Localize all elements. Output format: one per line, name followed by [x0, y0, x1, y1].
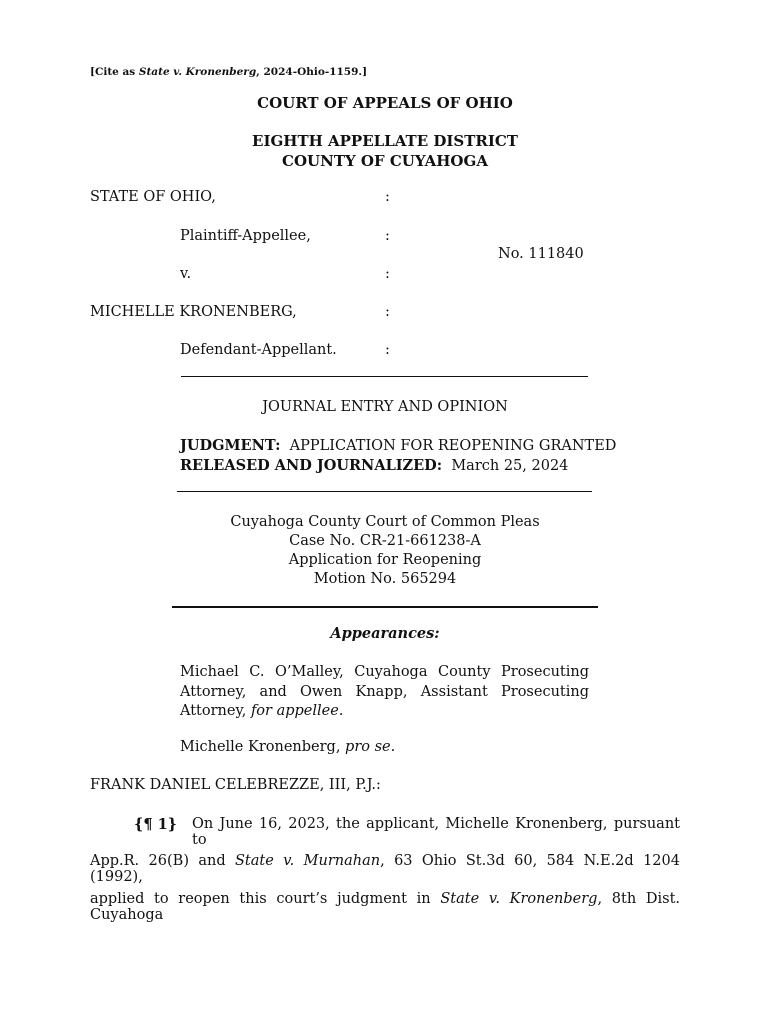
party-plaintiff: STATE OF OHIO, [90, 189, 216, 205]
party-defendant: MICHELLE KRONENBERG, [90, 304, 297, 320]
released-value: March 25, 2024 [451, 458, 569, 474]
lower-court-divider [172, 606, 598, 608]
lower-court-motion: Motion No. 565294 [313, 571, 457, 587]
court-district: EIGHTH APPELLATE DISTRICT [252, 132, 518, 150]
appellee-role: for appellee. [250, 703, 344, 719]
appellant-role: pro se. [345, 739, 396, 755]
case-murnahan: State v. Murnahan [235, 853, 381, 869]
caption-divider [181, 376, 588, 377]
court-county: COUNTY OF CUYAHOGA [282, 152, 488, 170]
judgment-label: JUDGMENT: [180, 437, 281, 454]
lower-court-name: Cuyahoga County Court of Common Pleas [230, 514, 540, 530]
caption-colon: : [385, 228, 390, 244]
court-name: COURT OF APPEALS OF OHIO [257, 94, 513, 112]
entry-divider [177, 491, 592, 492]
citation: [Cite as State v. Kronenberg, 2024-Ohio-1159.] [90, 66, 368, 78]
caption-colon: : [385, 189, 390, 205]
appellant-appearance: Michelle Kronenberg, pro se. [180, 739, 396, 755]
judgment-value: APPLICATION FOR REOPENING GRANTED [289, 438, 617, 454]
plaintiff-role: Plaintiff-Appellee, [180, 228, 311, 244]
paragraph-marker: {¶ 1} [134, 816, 178, 833]
appellee-appearance: Michael C. O’Malley, Cuyahoga County Prosecuting Attorney, and Owen Knapp, Assistant Prosecuting Attorney, for appellee. [180, 664, 589, 719]
citation-case: State v. Kronenberg [138, 66, 257, 78]
lower-court-case: Case No. CR-21-661238-A [289, 533, 481, 549]
caption-colon: : [385, 266, 390, 282]
entry-title: JOURNAL ENTRY AND OPINION [262, 399, 508, 415]
defendant-role: Defendant-Appellant. [180, 342, 337, 358]
opinion-line-2: App.R. 26(B) and State v. Murnahan, 63 Ohio St.3d 60, 584 N.E.2d 1204 (1992), [90, 853, 680, 885]
case-kronenberg: State v. Kronenberg [440, 891, 598, 907]
judgment-line [180, 437, 616, 454]
released-line [180, 457, 568, 474]
case-number: No. 111840 [498, 246, 584, 262]
versus: v. [180, 266, 192, 282]
caption-colon: : [385, 342, 390, 358]
opinion-line-3: applied to reopen this court’s judgment in State v. Kronenberg, 8th Dist. Cuyahoga [90, 891, 681, 923]
lower-court-application: Application for Reopening [288, 552, 482, 568]
opinion-author: FRANK DANIEL CELEBREZZE, III, P.J.: [90, 777, 381, 793]
caption-colon: : [385, 304, 390, 320]
released-label: RELEASED AND JOURNALIZED: [180, 457, 443, 474]
appearances-heading: Appearances: [330, 625, 440, 642]
opinion-line-1: On June 16, 2023, the applicant, Michelle Kronenberg, pursuant to [192, 816, 680, 848]
